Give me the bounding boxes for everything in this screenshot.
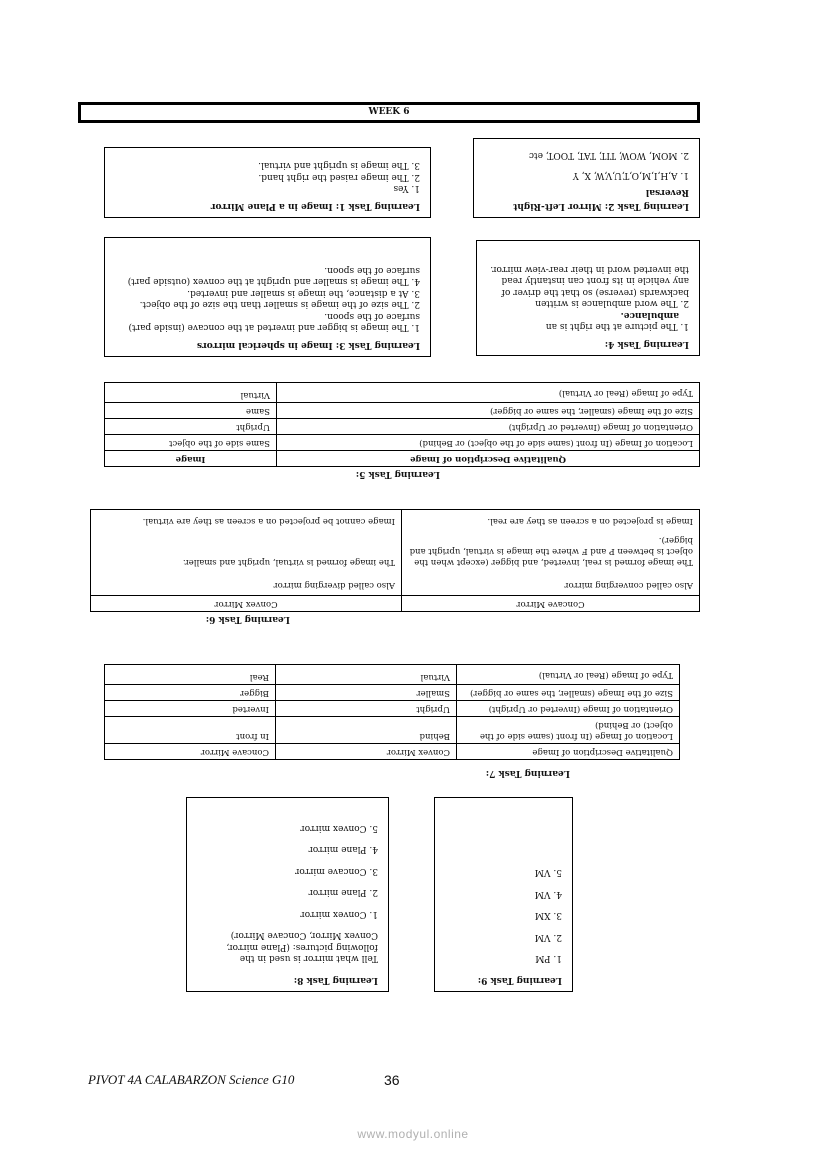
task2-box bbox=[473, 138, 700, 218]
table-row bbox=[105, 717, 680, 744]
cell: Orientation of Image (Inverted or Upright) bbox=[457, 701, 680, 717]
cell: Upright bbox=[105, 419, 277, 435]
cell: Type of Image (Real or Virtual) bbox=[277, 383, 700, 403]
cell: Real bbox=[105, 665, 276, 685]
cell: Behind bbox=[276, 717, 457, 744]
page-number: 36 bbox=[384, 1072, 400, 1088]
task9-item: 3. XM bbox=[534, 910, 562, 921]
cell: Virtual bbox=[276, 665, 457, 685]
week-header: WEEK 6 bbox=[78, 102, 700, 123]
task5-header: Qualitative Description of Image bbox=[277, 451, 700, 467]
cell-text: The image formed is virtual, upright and smaller. bbox=[182, 557, 395, 567]
footer-text: PIVOT 4A CALABARZON Science G10 bbox=[88, 1072, 295, 1087]
task6-table bbox=[90, 509, 700, 612]
task6-header: Convex Mirror bbox=[91, 596, 402, 612]
task7-header: Convex Mirror bbox=[276, 744, 457, 760]
task3-item: 1. The image is bigger and inverted at the concave (inside part) surface of the spoon. bbox=[128, 311, 420, 333]
table-row bbox=[105, 665, 680, 685]
table-row bbox=[105, 403, 700, 419]
task8-item: 3. Concave mirror bbox=[295, 866, 378, 876]
task2-subtitle: Reversal bbox=[645, 187, 689, 198]
task3-item: 4. The image is smaller and upright at the convex (outside part) surface of the spoon. bbox=[127, 265, 420, 287]
task3-title: Learning Task 3: Image in spherical mirrors bbox=[196, 340, 420, 350]
task6-title: Learning Task 6: bbox=[205, 614, 290, 624]
task2-title: Learning Task 2: Mirror Left-Right bbox=[513, 201, 689, 211]
task3-item: 2. The size of the image is smaller than the size of the object. bbox=[139, 299, 420, 310]
table-row bbox=[105, 383, 700, 403]
task1-item: 1. Yes bbox=[393, 183, 420, 194]
task2-item: 1. A,H,I,M,O,T,U,V,W, X, Y bbox=[572, 170, 689, 180]
cell: Orientation of Image (Inverted or Upright) bbox=[277, 419, 700, 435]
table-row bbox=[105, 435, 700, 451]
cell: Size of the Image (smaller, the same or bigger) bbox=[457, 685, 680, 701]
task1-item: 3. The image is upright and virtual. bbox=[258, 160, 420, 171]
cell: Smaller bbox=[276, 685, 457, 701]
task8-item: 4. Plane mirror bbox=[308, 844, 378, 855]
task8-box bbox=[186, 797, 389, 992]
task9-item: 4. VM bbox=[534, 889, 562, 899]
cell: Location of Image (In front (same side of the object) or Behind) bbox=[277, 435, 700, 451]
task8-item: 2. Plane mirror bbox=[308, 887, 378, 898]
task8-item: 5. Convex mirror bbox=[300, 823, 378, 833]
task2-item: 2. MOM, WOW, TIT, TAT, TOOT, etc bbox=[528, 150, 689, 161]
cell: Upright bbox=[276, 701, 457, 717]
convex-cell bbox=[91, 510, 402, 596]
table-row bbox=[105, 685, 680, 701]
cell-text: Image cannot be projected on a screen as they are virtual. bbox=[142, 516, 395, 526]
watermark: www.modyul.online bbox=[357, 1127, 469, 1141]
table-row bbox=[105, 419, 700, 435]
cell: Type of Image (Real or Virtual) bbox=[457, 665, 680, 685]
cell: Same bbox=[105, 403, 277, 419]
table-row bbox=[91, 510, 700, 596]
task5-header: Image bbox=[105, 451, 277, 467]
cell: Size of the Image (smaller, the same or bigger) bbox=[277, 403, 700, 419]
task4-box bbox=[476, 240, 700, 356]
task5-title: Learning Task 5: bbox=[355, 469, 440, 479]
task3-item: 3. At a distance, the image is smaller and inverted. bbox=[187, 288, 420, 298]
task6-header: Concave Mirror bbox=[402, 596, 700, 612]
cell-text: Also called diverging mirror bbox=[273, 580, 395, 590]
task9-box bbox=[434, 797, 573, 992]
task4-title: Learning Task 4: bbox=[604, 339, 689, 349]
task8-item: 1. Convex mirror bbox=[300, 909, 378, 919]
task4-item2: 2. The word ambulance is written backwards (reverse) so that the driver of any vehicle in its front can instantly read the inverted word in their rear-view mirror. bbox=[490, 264, 689, 309]
cell-text: The image formed is real, inverted, and bigger (except when the object is between P and F where the image is virtual, upright and bigger). bbox=[409, 535, 693, 567]
task7-header: Concave Mirror bbox=[105, 744, 276, 760]
task7-title: Learning Task 7: bbox=[485, 768, 570, 778]
task4-item1-bold: ambulance. bbox=[620, 310, 679, 320]
task9-title: Learning Task 9: bbox=[477, 975, 562, 985]
cell-text: Also called converging mirror bbox=[564, 580, 693, 590]
cell: Location of Image (In front (same side of the object) or Behind) bbox=[457, 717, 680, 744]
task9-item: 5. VM bbox=[534, 867, 562, 878]
table-row bbox=[105, 701, 680, 717]
task8-instruction: Tell what mirror is used in the following pictures: (Plane mirror, Convex Mirror, Concave Mirror) bbox=[226, 930, 378, 964]
task4-item1: 1. The picture at the right is an bbox=[545, 321, 689, 332]
concave-cell bbox=[402, 510, 700, 596]
cell: In front bbox=[105, 717, 276, 744]
cell: Bigger bbox=[105, 685, 276, 701]
rotated-content bbox=[78, 140, 700, 995]
cell: Virtual bbox=[105, 383, 277, 403]
cell-text: Image is projected on a screen as they are real. bbox=[487, 516, 693, 526]
cell: Inverted bbox=[105, 701, 276, 717]
task1-item: 2. The image raised the right hand. bbox=[258, 172, 420, 182]
task9-item: 1. PM bbox=[535, 953, 562, 964]
task7-table bbox=[104, 664, 680, 760]
task1-box bbox=[104, 147, 431, 218]
task1-title: Learning Task 1: Image in a Plane Mirror bbox=[210, 201, 420, 211]
task9-item: 2. VM bbox=[534, 932, 562, 942]
cell: Same side of the object bbox=[105, 435, 277, 451]
task3-box bbox=[104, 237, 431, 357]
task5-table bbox=[104, 382, 700, 467]
task7-header: Qualitative Description of Image bbox=[457, 744, 680, 760]
task8-title: Learning Task 8: bbox=[293, 975, 378, 985]
